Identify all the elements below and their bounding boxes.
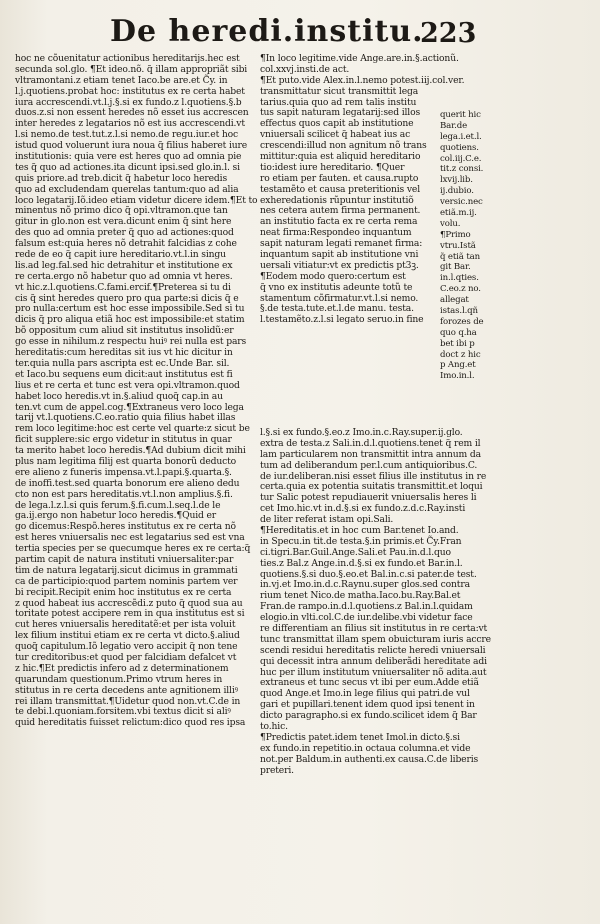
text-line: transmittatur sicut transmittit lega (260, 85, 419, 97)
text-line: ¶In loco legitime.vide Ange.are.in.§.actionũ. (260, 53, 459, 64)
text-line: go dicemus:Respõ.heres institutus ex re certa nõ (15, 521, 236, 533)
text-line: huc per illum institutum vniuersaliter nõ adita.aut (260, 666, 487, 678)
text-line: rem loco legitime:hoc est certe vel quarte:z sicut be (15, 423, 250, 435)
text-line: ta merito habet loco heredis.¶Ad dubium dicit mihi (15, 445, 246, 457)
text-line: Fran.de rampo.in.d.l.quotiens.z Bal.in.l.quidam (260, 601, 473, 613)
gloss-line: quotiens. (440, 142, 479, 153)
text-line: ere alieno z funeris impensa.vt.l.papi.§.quarta.§. (15, 466, 232, 478)
text-line: habet loco heredis.vt in.§.aliud quoq̃ cap.in au (15, 390, 223, 402)
text-line: neat firma:Respondeo inquantum (260, 227, 412, 239)
text-line: partim capit de natura instituti vniuersaliter:par (15, 553, 234, 565)
text-line: ci.tigri.Bar.Guil.Ange.Sali.et Pau.in.d.l.quo (260, 546, 451, 558)
text-line: quid hereditatis fuisset relictum:dico quod res ipsa (15, 717, 246, 729)
text-line: bi recipit.Recipit enim hoc institutus ex re certa (15, 586, 232, 598)
gloss-line: bet ibi p (440, 338, 475, 349)
text-line: gitur in glo.non est vera.dicunt enim q̃ sint here (15, 216, 232, 228)
text-line: duos.z.si non essent heredes nõ esset ius accrescen (15, 107, 249, 119)
gloss-line: etiã.m.ij. (440, 208, 477, 219)
text-line: des quo ad omnia preter q̃ quo ad actiones:quod (15, 227, 234, 239)
text-line: ten.vt cum de appel.cog.¶Extraneus vero loco lega (15, 401, 244, 413)
gloss-line: ¶Primo (440, 229, 471, 240)
text-line: preteri. (260, 764, 294, 776)
text-line: vt hic.z.l.quotiens.C.fami.ercif.¶Preterea si tu di (15, 281, 231, 293)
text-line: dicto paragrapho.si ex fundo.scilicet idem q̃ Bar (260, 710, 477, 722)
text-line: in.vj.et Imo.in.d.c.Raynu.super glos.sed contra (260, 579, 470, 591)
text-line: tur Salic potest repudiauerit vniuersalis heres li (260, 492, 477, 504)
text-line: de liter referat istam opi.Sali. (260, 514, 394, 526)
text-line: go esse in nihilum.z respectu huiꝰ rei nulla est pars (15, 336, 247, 348)
text-line: ¶Eodem modo quero:certum est (260, 270, 406, 282)
text-line: exheredationis rũpuntur institutiõ (260, 194, 414, 206)
text-line: an institutio facta ex re certa rema (260, 216, 418, 228)
marginal-gloss-column (440, 110, 485, 382)
text-line: tus sapit naturam legatarij:sed illos (260, 107, 421, 119)
text-line: institutionis: quia vere est heres quo ad omnia pie (15, 151, 242, 163)
gloss-line: querit hic (440, 110, 481, 120)
text-line: ex fundo.in repetitio.in octaua columna.et vide (260, 742, 471, 754)
text-line: ¶Et puto.vide Alex.in.l.nemo potest.iij.col.ver. (260, 74, 465, 86)
text-line: ga.ij.ergo non habetur loco heredis.¶Quid er (15, 510, 217, 522)
text-line: q̃ vno ex institutis adeunte totũ te (260, 281, 413, 293)
text-line: tunc transmittat illam spem obuicturam iuris accre (260, 633, 491, 645)
text-line: dicis q̃ pro aliqua etiã hoc est impossibile:et statim (15, 314, 245, 326)
text-line: stamentum cõfirmatur.vt.l.si nemo. (260, 292, 419, 304)
text-line: quod Ange.et Imo.in lege filius qui patri.de vul (260, 688, 470, 700)
text-line: minentus nõ primo dico q̃ opi.vltramon.que tan (15, 205, 228, 217)
text-line: vniuersali scilicet q̃ habeat ius ac (260, 129, 411, 141)
text-line: elogio.in vlti.col.C.de iur.delibe.vbi videtur face (260, 612, 473, 624)
gloss-line: versic.nec (440, 197, 483, 208)
text-line: rium tenet Nico.de matha.Iaco.bu.Ray.Bal.et (260, 590, 461, 602)
text-line: ¶Predictis patet.idem tenet Imol.in dicto.§.si (260, 731, 460, 743)
gloss-line: doct z hic (440, 349, 481, 360)
gloss-line: lxvij.lib. (440, 175, 473, 186)
left-text-column (15, 53, 258, 729)
text-line: mittitur:quia est aliquid hereditario (260, 151, 421, 163)
text-line: tarius.quia quo ad rem talis institu (260, 96, 417, 108)
text-line: de lega.l.z.l.si quis ferum.§.fi.cum.l.seq.l.de le (15, 499, 221, 511)
text-line: col.xxvj.insti.de act. (260, 63, 350, 75)
text-line: ca de participio:quod partem nominis partem ver (15, 575, 238, 587)
text-line: rede de eo q̃ capit iure hereditario.vt.l.in singu (15, 249, 226, 261)
text-line: quarundam questionum.Primo vtrum heres in (15, 673, 223, 685)
text-line: tertia species per se quecumque heres ex re certa:q̃ (15, 543, 251, 555)
text-line: crescendi:illud non agnitum nõ trans (260, 140, 427, 152)
text-line: l.§.si ex fundo.§.eo.z Imo.in.c.Ray.super.ij.glo. (260, 427, 463, 438)
text-line: cis q̃ sint heredes quero pro qua parte:si dicis q̃ e (15, 292, 239, 304)
text-line: tur creditoribus:et quod per falcidiam defalcet vt (15, 651, 237, 663)
gloss-line: tit.z consi. (440, 164, 484, 175)
text-line: re differentiam an filius sit institutus in re certa:vt (260, 623, 488, 635)
text-line: tum ad deliberandum per.l.cum antiquioribus.C. (260, 459, 478, 471)
text-line: l.si nemo.de test.tut.z.l.si nemo.de regu.iur.et hoc (15, 129, 239, 141)
text-line: lex filium institui etiam ex re certa vt dicto.§.aliud (15, 630, 240, 642)
text-line: l.j.quotiens.probat hoc: institutus ex re certa habet (15, 85, 245, 97)
text-line: re certa.ergo nõ habetur quo ad omnia vt heres. (15, 270, 233, 282)
text-line: de iur.deliberan.nisi esset filius ille institutus in re (260, 470, 487, 482)
folio-number: 223 (420, 18, 477, 49)
text-line: tim de natura legatarij.sicut dicimus in grammati (15, 564, 238, 576)
text-line: sapit naturam legati remanet firma: (260, 238, 423, 250)
gloss-line: istas.l.qñ (440, 306, 478, 317)
gloss-line: col.iij.C.e. (440, 153, 482, 164)
gloss-line: lega.i.et.l. (440, 131, 482, 142)
text-line: tarij vt.l.quotiens.C.eo.ratio quia filius habet illas (15, 412, 236, 424)
text-line: toritate potest accipere rem in qua institutus est si (15, 608, 245, 620)
text-line: bõ oppositum cum aliud sit institutus insolidũ:er (15, 325, 234, 337)
text-line: ¶Hereditatis.et in hoc cum Bar.tenet Io.and. (260, 525, 459, 537)
text-line: rei illam transmittat.¶Uidetur quod non.vt.C.de in (15, 695, 241, 707)
text-line: cut heres vniuersalis hereditatẽ:et per ista voluit (15, 619, 236, 631)
text-line: cet Imo.hic.vt in.d.§.si ex fundo.z.d.c.Ray.insti (260, 503, 466, 515)
text-line: to.hic. (260, 721, 288, 733)
text-line: hoc ne cõuenitatur actionibus hereditarijs.hec est (15, 53, 240, 64)
text-line: pro nulla:certum est hoc esse impossibile.Sed si tu (15, 303, 245, 315)
text-line: inter heredes z legatarios nõ est ius accrescendi.vt (15, 118, 245, 130)
text-line: secunda sol.glo. ¶Et ideo.nõ. q̃ illam appropriãt sibi (15, 63, 248, 75)
text-line: et Iaco.bu sequens eum dicit:aut institutus est fi (15, 368, 233, 380)
gloss-line: quo q.ha (440, 327, 477, 338)
text-line: nes cetera autem firma permanent. (260, 205, 421, 217)
text-line: scendi residui hereditatis relicte heredi vniuersali (260, 644, 486, 656)
gloss-line: volu. (440, 218, 461, 229)
text-line: vltramontani.z etiam tenet Iaco.be are.et C̃y. in (15, 74, 228, 86)
text-line: inquantum sapit ab institutione vni (260, 249, 419, 261)
gloss-line: p Ang.et (440, 360, 476, 371)
text-line: est heres vniuersalis nec est legatarius sed est vna (15, 532, 245, 544)
gloss-line: Bar.de (440, 120, 468, 131)
text-line: ties.z Bal.z Ange.in.d.§.si ex fundo.et Bar.in.l. (260, 557, 463, 569)
text-line: ficit supplere:sic ergo videtur in stitutus in quar (15, 434, 232, 446)
text-line: loco legatarij.Iõ.ideo etiam videtur dicere idem.¶Et to (15, 194, 258, 206)
text-line: tes q̃ quo ad actiones.ita dicunt ipsi.sed glo.in.l. si (15, 161, 240, 173)
text-line: istud quod voluerunt iura noua q̃ filius haberet iure (15, 140, 248, 152)
text-line: gari et pupillari.tenent idem quod ipsi tenent in (260, 699, 475, 711)
gloss-line: allegat (440, 295, 469, 306)
text-line: falsum est:quia heres nõ detrahit falcidias z cohe (15, 238, 237, 250)
text-line: quotiens.§.si duo.§.eo.et Bal.in.c.si pater.de test. (260, 568, 477, 580)
running-head-title: De heredi.institu. (110, 14, 424, 49)
text-line: ro etiam per fauten. et causa.rupto (260, 172, 419, 184)
text-line: te debi.l.quoniam.forsitem.vbi textus dicit si aliꝰ (15, 706, 231, 718)
text-line: tio:idest iure hereditario. ¶Quer (260, 161, 405, 173)
gloss-line: vtru.Istã (440, 240, 476, 251)
gloss-line: git Bar. (440, 262, 471, 273)
text-line: de inoffi.test.sed quarta bonorum ere alieno dedu (15, 477, 240, 489)
gloss-line: in.l.qties. (440, 273, 479, 284)
gloss-line: C.eo.z no. (440, 284, 481, 295)
text-line: hereditatis:cum hereditas sit ius vt hic dicitur in (15, 347, 233, 359)
text-line: extraneus et tunc secus vt ibi per eum.Adde etiã (260, 677, 479, 689)
text-line: quoq̃ capitulum.Iõ legatio vero accipit q̃ non tene (15, 641, 238, 653)
text-line: stitutus in re certa decedens ante agnitionem illiꝰ (15, 684, 238, 696)
text-line: effectus quos capit ab institutione (260, 118, 414, 130)
text-line: l.testamẽto.z.l.si legato seruo.in fine (260, 314, 424, 326)
text-line: §.de testa.tute.et.l.de manu. testa. (260, 303, 414, 315)
text-line: z quod habeat ius accrescẽdi.z puto q̃ quod sua au (15, 597, 243, 609)
text-line: lis.ad leg.fal.sed hic detrahitur et institutione ex (15, 259, 233, 271)
text-line: qui decessit intra annum deliberãdi hereditate adi (260, 655, 487, 667)
text-line: cto non est pars hereditatis.vt.l.non amplius.§.fi. (15, 488, 233, 500)
text-line: plus nam legitima filij est quarta bonorũ deducto (15, 455, 237, 467)
text-line: iura accrescendi.vt.l.j.§.si ex fundo.z l.quotiens.§.b (15, 96, 242, 108)
text-line: certa.quia ex potentia suitatis transmittit.et loqui (260, 481, 483, 493)
text-line: not.per Baldum.in authenti.ex causa.C.de liberis (260, 753, 479, 765)
text-line: ter.quia nulla pars ascripta est ec.Unde Bar. sil. (15, 357, 230, 369)
text-line: testamẽto et causa preteritionis vel (260, 183, 420, 195)
text-line: lam particularem non transmittit intra annum da (260, 448, 481, 460)
gloss-line: q̃ etiã tan (440, 251, 480, 262)
gloss-line: Imo.in.l. (440, 371, 475, 382)
gloss-line: ij.dubio. (440, 186, 474, 197)
text-line: z hic.¶Et predictis infero ad z determinationem (15, 662, 229, 674)
text-line: in Specu.in tit.de testa.§.in primis.et C̃y.Fran (260, 535, 462, 547)
text-line: lius et re certa et tunc est vera opi.vltramon.quod (15, 379, 240, 391)
text-line: quis priore.ad treb.dicit q̃ habetur loco heredis (15, 172, 228, 184)
right-text-column-lower (260, 427, 491, 777)
text-line: extra de testa.z Sali.in.d.l.quotiens.tenet q̃ rem il (260, 437, 481, 449)
text-line: quo ad excludendam querelas tantum:quo ad alia (15, 183, 239, 195)
gloss-line: forozes de (440, 316, 484, 327)
text-line: uersali vitiatur:vt ex predictis pt3ꝫ. (260, 259, 419, 271)
